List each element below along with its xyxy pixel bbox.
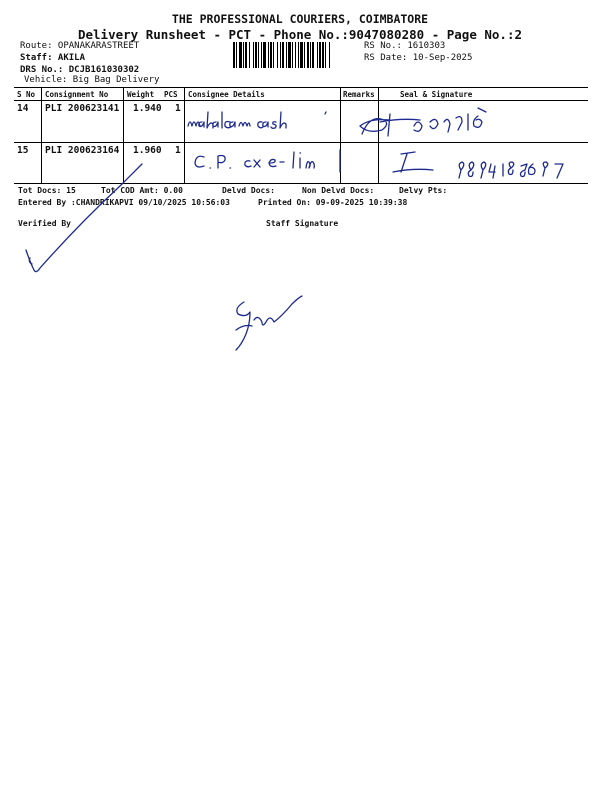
delivered-docs: Delvd Docs:: [222, 186, 275, 195]
staff-handwritten-signature: [230, 296, 310, 356]
entered-by: Entered By :CHANDRIKAPVI 09/10/2025 10:56:03: [18, 198, 230, 207]
row-consignment-no: PLI 200623164: [45, 145, 120, 156]
route-label: Route: OPANAKARASTREET: [20, 41, 140, 51]
row-pcs: 1: [175, 103, 181, 114]
total-docs: Tot Docs: 15: [18, 186, 76, 195]
row-sno: 14: [17, 103, 29, 114]
rs-number: RS No.: 1610303: [364, 41, 446, 51]
vehicle-label: Vehicle: Big Bag Delivery: [24, 75, 160, 85]
non-delivered-docs: Non Delvd Docs:: [302, 186, 375, 195]
col-header-seal-signature: Seal & Signature: [400, 90, 473, 99]
rs-date: RS Date: 10-Sep-2025: [364, 53, 473, 63]
total-cod-amount: Tot COD Amt: 0.00: [101, 186, 183, 195]
row-weight: 1.940: [133, 103, 162, 114]
printed-on: Printed On: 09-09-2025 10:39:38: [258, 198, 408, 207]
row-pcs: 1: [175, 145, 181, 156]
col-header-weight: Weight: [127, 90, 155, 99]
drs-number: DRS No.: DCJB161030302: [20, 65, 140, 75]
runsheet-title: Delivery Runsheet - PCT - Phone No.:9047080280 - Page No.:2: [77, 27, 522, 42]
row-weight: 1.960: [133, 145, 162, 156]
delivery-points: Delvy Pts:: [399, 186, 448, 195]
staff-label: Staff: AKILA: [20, 53, 86, 63]
col-header-remarks: Remarks: [343, 90, 375, 99]
verified-by-label: Verified By: [18, 219, 71, 228]
col-header-consignment: Consignment No: [45, 90, 109, 99]
row-consignment-no: PLI 200623141: [45, 103, 120, 114]
col-header-pcs: PCS: [164, 90, 178, 99]
col-header-consignee: Consignee Details: [188, 90, 265, 99]
company-title: THE PROFESSIONAL COURIERS, COIMBATORE: [171, 12, 429, 26]
row-sno: 15: [17, 145, 29, 156]
staff-signature-label: Staff Signature: [266, 219, 339, 228]
col-header-sno: S No: [17, 90, 36, 99]
